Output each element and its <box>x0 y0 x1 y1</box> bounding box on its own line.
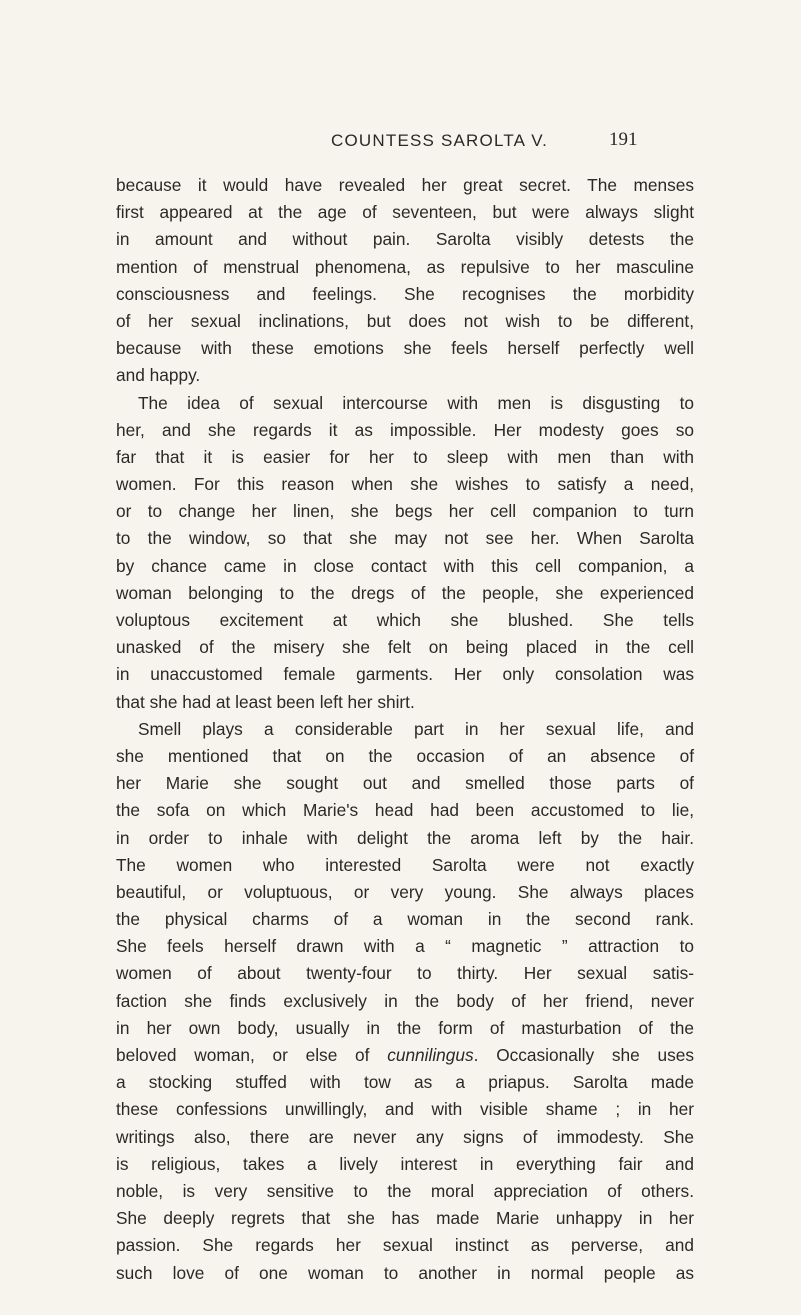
paragraph-first-line: The idea of sexual intercourse with men is disgusting to <box>138 392 694 413</box>
text-line: woman belonging to the dregs of the people, she experienced <box>116 582 694 603</box>
text-line: The women who interested Sarolta were not exactly <box>116 854 694 875</box>
text-line: in order to inhale with delight the aroma left by the hair. <box>116 827 694 848</box>
text-line: consciousness and feelings. She recognises the morbidity <box>116 283 694 304</box>
text-line: a stocking stuffed with tow as a priapus. Sarolta made <box>116 1072 694 1093</box>
text-line: mention of menstrual phenomena, as repulsive to her masculine <box>116 256 694 277</box>
text-line: passion. She regards her sexual instinct as perverse, and <box>116 1235 694 1256</box>
body-text <box>116 172 694 1287</box>
text-line: in unaccustomed female garments. Her only consolation was <box>116 664 694 685</box>
text-line: the sofa on which Marie's head had been accustomed to lie, <box>116 800 694 821</box>
text-line: such love of one woman to another in normal people as <box>116 1262 694 1283</box>
page-number: 191 <box>609 129 638 150</box>
text-line: faction she finds exclusively in the body of her friend, never <box>116 990 694 1011</box>
text-line: women. For this reason when she wishes to satisfy a need, <box>116 474 694 495</box>
text-line: her Marie she sought out and smelled those parts of <box>116 773 694 794</box>
italic-term: cunnilingus <box>387 1045 474 1065</box>
text-line: She feels herself drawn with a “ magnetic ” attraction to <box>116 936 694 957</box>
text-line: to the window, so that she may not see her. When Sarolta <box>116 528 694 549</box>
paragraph-first-line: Smell plays a considerable part in her sexual life, and <box>138 718 694 739</box>
text-line: of her sexual inclinations, but does not wish to be different, <box>116 310 694 331</box>
text-line: and happy. <box>116 365 201 386</box>
text-line: these confessions unwillingly, and with visible shame ; in her <box>116 1099 694 1120</box>
text-line: or to change her linen, she begs her cell companion to turn <box>116 501 694 522</box>
text-line: in her own body, usually in the form of masturbation of the <box>116 1017 694 1038</box>
text-segment: . Occasionally she uses <box>473 1045 694 1065</box>
text-line: women of about twenty-four to thirty. Her sexual satis- <box>116 963 694 984</box>
text-line-with-italic <box>116 1042 694 1069</box>
text-segment: beloved woman, or else of <box>116 1045 370 1065</box>
text-line: in amount and without pain. Sarolta visibly detests the <box>116 229 694 250</box>
text-line: She deeply regrets that she has made Marie unhappy in her <box>116 1208 694 1229</box>
text-line: because it would have revealed her great secret. The menses <box>116 175 694 195</box>
text-line: the physical charms of a woman in the second rank. <box>116 909 694 930</box>
text-line: noble, is very sensitive to the moral appreciation of others. <box>116 1180 694 1201</box>
running-title: COUNTESS SAROLTA V. <box>331 131 549 150</box>
text-line: beautiful, or voluptuous, or very young. She always places <box>116 881 694 902</box>
text-line: her, and she regards it as impossible. Her modesty goes so <box>116 419 694 440</box>
text-line: unasked of the misery she felt on being placed in the cell <box>116 637 694 658</box>
text-line: far that it is easier for her to sleep with men than with <box>116 446 694 467</box>
text-line: that she had at least been left her shirt. <box>116 691 415 712</box>
text-line: writings also, there are never any signs of immodesty. She <box>116 1126 694 1147</box>
text-line: by chance came in close contact with this cell companion, a <box>116 555 694 576</box>
text-line: voluptous excitement at which she blushed. She tells <box>116 610 694 630</box>
text-line: she mentioned that on the occasion of an absence of <box>116 745 694 766</box>
text-line: because with these emotions she feels herself perfectly well <box>116 338 694 359</box>
text-line: first appeared at the age of seventeen, but were always slight <box>116 202 694 223</box>
text-line: is religious, takes a lively interest in everything fair and <box>116 1153 694 1174</box>
running-head <box>0 131 801 155</box>
